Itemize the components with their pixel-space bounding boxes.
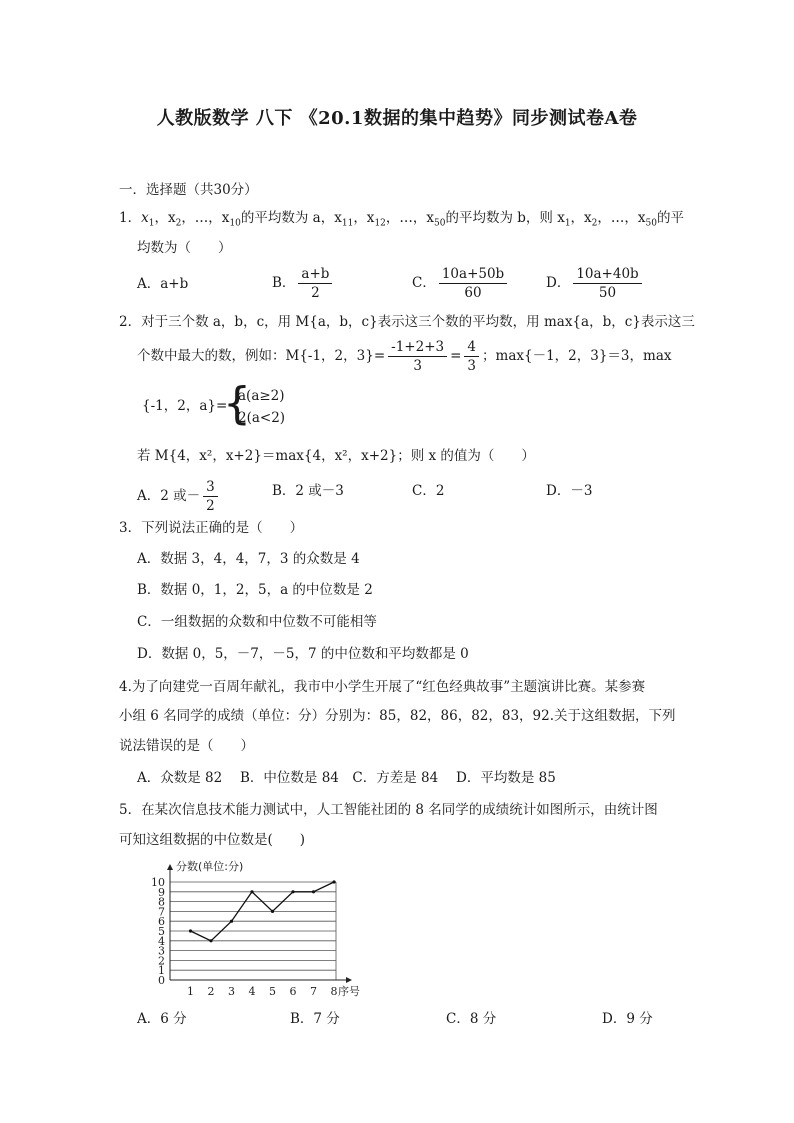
q1-option-d-label: D． (546, 275, 571, 291)
q2-option-b[interactable]: B．2 或－3 (272, 483, 344, 499)
q1-option-c-fraction (439, 265, 507, 302)
q4-stem-line2: 小组 6 名同学的成绩（单位：分）分别为：85，82，86，82，83，92.关于这组数据，下列 (119, 708, 676, 724)
chart-grid (170, 882, 336, 980)
q1-option-d-fraction (573, 265, 641, 302)
q1-option-b-fraction (298, 265, 332, 302)
chart-x-tick-label: 3 (228, 985, 235, 998)
document-title: 人教版数学 八下 《20.1数据的集中趋势》同步测试卷A卷 (156, 108, 638, 129)
q1-text: ，…，x (181, 210, 230, 226)
chart-y-tick-label: 6 (158, 915, 165, 929)
chart-data-point (250, 890, 253, 893)
q1-sub: 11 (341, 218, 354, 229)
chart-y-tick-label: 5 (158, 925, 165, 938)
q2-option-a-label: A．2 或－ (137, 488, 201, 504)
fraction-denominator: 2 (311, 285, 320, 301)
q1-option-b-label: B． (272, 275, 296, 291)
q4-options[interactable]: A．众数是 82 B．中位数是 84 C．方差是 84 D．平均数是 85 (137, 770, 556, 786)
chart-y-tick-label: 8 (158, 895, 165, 909)
chart-x-axis-arrow (346, 977, 352, 983)
q2-case-2: 2(a<2) (238, 410, 286, 426)
q4-stem-line1: 4.为了向建党一百周年献礼，我市中小学生开展了“红色经典故事”主题演讲比赛。某参赛 (119, 679, 646, 695)
q3-option-a[interactable]: A．数据 3，4，4，7，3 的众数是 4 (137, 551, 360, 567)
fraction-numerator: -1+2+3 (388, 338, 447, 357)
chart-x-tick-label: 7 (310, 985, 317, 998)
q2-text: 个数中最大的数，例如：M{-1，2，3}= (137, 348, 386, 364)
fraction-numerator: a+b (298, 265, 332, 284)
chart-y-axis-label: 分数(单位:分) (176, 860, 244, 873)
q1-sub: 12 (374, 218, 386, 229)
chart-y-tick-label: 0 (158, 974, 165, 987)
chart-y-tick-label: 10 (151, 876, 165, 889)
q1-option-a[interactable]: A．a+b (137, 276, 189, 292)
chart-data-point (312, 890, 315, 893)
chart-data-point (332, 880, 335, 883)
q2-stem-line4: 若 M{4，x²，x+2}＝max{4，x²，x+2}；则 x 的值为（ ） (137, 448, 535, 464)
q1-sub: 1 (148, 218, 155, 229)
q2-case-1: a(a≥2) (238, 388, 285, 404)
chart-y-tick-label: 2 (158, 954, 165, 968)
q5-option-a[interactable]: A．6 分 (137, 1011, 187, 1027)
q1-option-b[interactable] (272, 265, 335, 302)
q2-option-a-fraction (203, 478, 218, 515)
chart-data-point (271, 910, 274, 913)
section-heading: 一．选择题（共30分） (119, 182, 258, 198)
fraction-numerator: 10a+50b (439, 265, 507, 284)
q1-text: 的平 (656, 210, 684, 226)
chart-data-point (209, 939, 212, 942)
q1-sub: 50 (434, 218, 446, 229)
fraction-numerator: 10a+40b (573, 265, 641, 284)
q1-stem-line2: 均数为（ ） (137, 240, 232, 256)
q5-stem-line2: 可知这组数据的中位数是( ) (119, 832, 306, 848)
fraction-denominator: 3 (467, 358, 477, 374)
q2-equals: = (450, 348, 462, 364)
chart-x-tick-label: 1 (187, 985, 194, 998)
q1-text: 的平均数为 b，则 x (445, 210, 565, 226)
q1-stem-line1 (119, 208, 684, 234)
chart-x-tick-label: 8 (330, 985, 338, 998)
chart-x-tick-label: 4 (248, 985, 256, 998)
chart-y-tick-label: 1 (158, 964, 165, 978)
q3-option-b[interactable]: B．数据 0，1，2，5，a 的中位数是 2 (137, 582, 373, 598)
chart-x-tick-label: 2 (207, 985, 215, 998)
q1-text: ，x (570, 210, 592, 226)
fraction-denominator: 2 (206, 498, 215, 514)
q5-option-b[interactable]: B．7 分 (290, 1011, 340, 1027)
fraction-denominator: 50 (598, 285, 617, 301)
q2-example-fraction (388, 338, 447, 375)
q2-option-a[interactable] (137, 478, 221, 515)
chart-x-tick-label: 5 (269, 985, 276, 998)
q1-number: 1． (119, 210, 142, 226)
q1-text: ，x (353, 210, 375, 226)
q2-stem-line2 (137, 338, 671, 375)
q1-text: ，…，x (385, 210, 435, 226)
q1-sub: 2 (175, 218, 182, 229)
chart-x-axis-label: 序号 (338, 985, 360, 998)
q5-stem-line1: 5．在某次信息技术能力测试中，人工智能社团的 8 名同学的成绩统计如图所示，由统计图 (119, 802, 658, 818)
q1-option-c-label: C． (412, 275, 436, 291)
chart-y-tick-label: 4 (158, 934, 165, 948)
chart-y-axis-arrow (167, 864, 173, 870)
q1-text: ，x (154, 210, 176, 226)
q3-option-c[interactable]: C．一组数据的众数和中位数不可能相等 (137, 614, 377, 630)
brace-icon: { (223, 378, 251, 429)
q2-option-d[interactable]: D．－3 (546, 483, 593, 499)
fraction-numerator: 4 (464, 338, 479, 357)
q1-sub: 1 (564, 218, 571, 229)
q1-sub: 2 (591, 218, 598, 229)
chart-data-point (189, 929, 192, 932)
q2-stem-line1: 2．对于三个数 a，b，c，用 M{a，b，c}表示这三个数的平均数，用 max{a，b，c}表示这三 (119, 314, 695, 330)
q3-option-d[interactable]: D．数据 0，5，－7，－5，7 的中位数和平均数都是 0 (137, 646, 469, 662)
chart-x-tick-label: 6 (289, 985, 297, 998)
q5-option-d[interactable]: D．9 分 (602, 1011, 653, 1027)
q4-stem-line3: 说法错误的是（ ） (119, 738, 254, 754)
q1-option-c[interactable] (412, 265, 510, 302)
fraction-denominator: 3 (413, 358, 422, 374)
q2-example-result (464, 338, 479, 375)
q2-option-c[interactable]: C．2 (412, 483, 445, 499)
q3-stem: 3．下列说法正确的是（ ） (119, 520, 304, 536)
q1-sub: 10 (229, 218, 241, 229)
fraction-denominator: 60 (464, 285, 482, 301)
score-line-chart (125, 850, 365, 1000)
q2-text: ；max{－1，2，3}＝3，max (482, 348, 672, 364)
q1-text: ，…，x (597, 210, 646, 226)
chart-y-tick-label: 9 (158, 885, 165, 899)
q1-text: 的平均数为 a，x (240, 210, 342, 226)
q1-sub: 50 (645, 218, 657, 229)
q1-option-d[interactable] (546, 265, 645, 302)
q5-option-c[interactable]: C．8 分 (446, 1011, 497, 1027)
chart-data-point (230, 920, 233, 923)
q2-piecewise-label: {-1，2，a}= (142, 398, 228, 414)
chart-y-tick-label: 3 (158, 944, 165, 958)
fraction-numerator: 3 (203, 478, 218, 497)
chart-y-tick-label: 7 (158, 905, 165, 919)
q1-var: x (141, 210, 149, 226)
chart-data-point (291, 890, 294, 893)
